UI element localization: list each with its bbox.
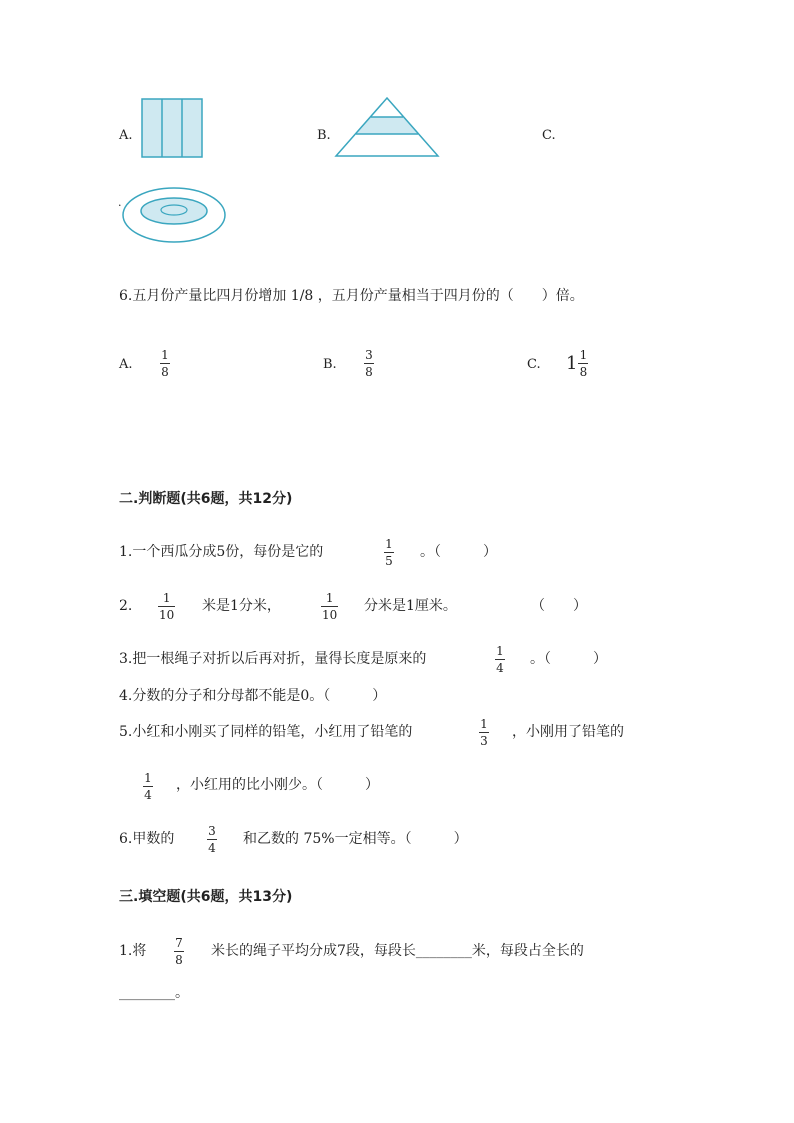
- s2-q2-mid-text: 米是1分米，: [202, 598, 281, 614]
- s2-q3-fraction: [495, 644, 505, 675]
- fraction-numerator: 3: [208, 824, 216, 838]
- concentric-ellipse-figure: [120, 185, 228, 245]
- s2-q5-mid-text: ，小刚用了铅笔的: [512, 724, 624, 740]
- s3-q1-pre-text: 1.将: [119, 943, 147, 959]
- fraction-denominator: 3: [480, 734, 488, 748]
- s2-q5-fraction-2: [143, 771, 153, 802]
- fraction-bar: [174, 951, 184, 952]
- fraction-bar: [158, 606, 175, 607]
- fraction-denominator: 4: [144, 788, 152, 802]
- s2-q3-text: 3.把一根绳子对折以后再对折，量得长度是原来的: [119, 651, 427, 667]
- fraction-bar: [321, 606, 338, 607]
- fraction-bar: [143, 786, 153, 787]
- fraction-numerator: 7: [175, 936, 183, 950]
- q6-option-c-label: C.: [527, 357, 541, 372]
- triangle-shaded-band: [356, 117, 418, 134]
- fraction-numerator: 1: [496, 644, 504, 658]
- q6-option-c-mixed-number: [566, 348, 588, 379]
- section-2-title: 二.判断题(共6题，共12分): [119, 491, 293, 507]
- fraction-denominator: 10: [322, 608, 338, 622]
- rect-shaded-area: [142, 99, 202, 157]
- fraction-denominator: 4: [208, 841, 216, 855]
- middle-ellipse: [141, 198, 207, 224]
- fraction-numerator: 1: [144, 771, 152, 785]
- option-c-marker: .: [118, 196, 122, 209]
- option-b-label: B.: [317, 128, 331, 143]
- fraction-denominator: 5: [385, 554, 393, 568]
- fraction-denominator: 8: [579, 365, 588, 379]
- fraction-bar: [364, 363, 374, 364]
- s2-q2-answer-paren: （ ）: [531, 598, 587, 614]
- fraction-denominator: 8: [365, 365, 373, 379]
- fraction-denominator: 8: [161, 365, 169, 379]
- s2-q6-post-text: 和乙数的 75%一定相等。（ ）: [243, 831, 468, 847]
- fraction-numerator: 1: [480, 717, 488, 731]
- q6-option-a-fraction: [160, 348, 170, 379]
- triangle-figure: [333, 95, 441, 159]
- fraction-bar: [384, 552, 394, 553]
- s2-q5-text: 5.小红和小刚买了同样的铅笔，小红用了铅笔的: [119, 724, 413, 740]
- s2-q3-answer-paren: 。（ ）: [530, 651, 607, 667]
- fraction-numerator: 1: [162, 591, 171, 605]
- s2-q2-fraction-2: [321, 591, 338, 622]
- s2-q2-number: 2.: [119, 598, 133, 614]
- option-a-label: A.: [119, 128, 133, 143]
- mixed-whole: 1: [566, 352, 578, 374]
- q6-option-b-label: B.: [323, 357, 337, 372]
- fraction-numerator: 1: [325, 591, 334, 605]
- fraction-numerator: 3: [365, 348, 373, 362]
- fraction-numerator: 1: [579, 348, 588, 362]
- fraction-bar: [207, 839, 217, 840]
- s3-q1-line2-text: ________。: [119, 985, 189, 1001]
- rectangle-figure: [140, 97, 204, 159]
- mixed-fraction: [578, 348, 588, 379]
- section-3-title: 三.填空题(共6题，共13分): [119, 889, 293, 905]
- fraction-bar: [479, 732, 489, 733]
- question-6-text: 6.五月份产量比四月份增加 1/8 ，五月份产量相当于四月份的（ ）倍。: [119, 288, 584, 304]
- fraction-denominator: 4: [496, 661, 504, 675]
- s2-q5-post-text: ，小红用的比小刚少。（ ）: [176, 777, 379, 793]
- option-c-label: C.: [542, 128, 556, 143]
- q6-option-b-fraction: [364, 348, 374, 379]
- s3-q1-mid-text: 米长的绳子平均分成7段，每段长________米，每段占全长的: [211, 943, 584, 959]
- s2-q2-post-text: 分米是1厘米。: [364, 598, 457, 614]
- s2-q6-text: 6.甲数的: [119, 831, 175, 847]
- s2-q4-text: 4.分数的分子和分母都不能是0。（ ）: [119, 688, 387, 704]
- fraction-numerator: 1: [161, 348, 169, 362]
- s2-q1-fraction: [384, 537, 394, 568]
- fraction-denominator: 8: [175, 953, 183, 967]
- s2-q2-fraction-1: [158, 591, 175, 622]
- s2-q1-answer-paren: 。（ ）: [420, 544, 497, 560]
- fraction-bar: [160, 363, 170, 364]
- fraction-bar: [578, 363, 588, 364]
- fraction-numerator: 1: [385, 537, 393, 551]
- fraction-bar: [495, 659, 505, 660]
- s3-q1-fraction: [174, 936, 184, 967]
- s2-q5-fraction-1: [479, 717, 489, 748]
- q6-option-a-label: A.: [119, 357, 133, 372]
- s2-q6-fraction: [207, 824, 217, 855]
- s2-q1-text: 1.一个西瓜分成5份，每份是它的: [119, 544, 324, 560]
- fraction-denominator: 10: [159, 608, 175, 622]
